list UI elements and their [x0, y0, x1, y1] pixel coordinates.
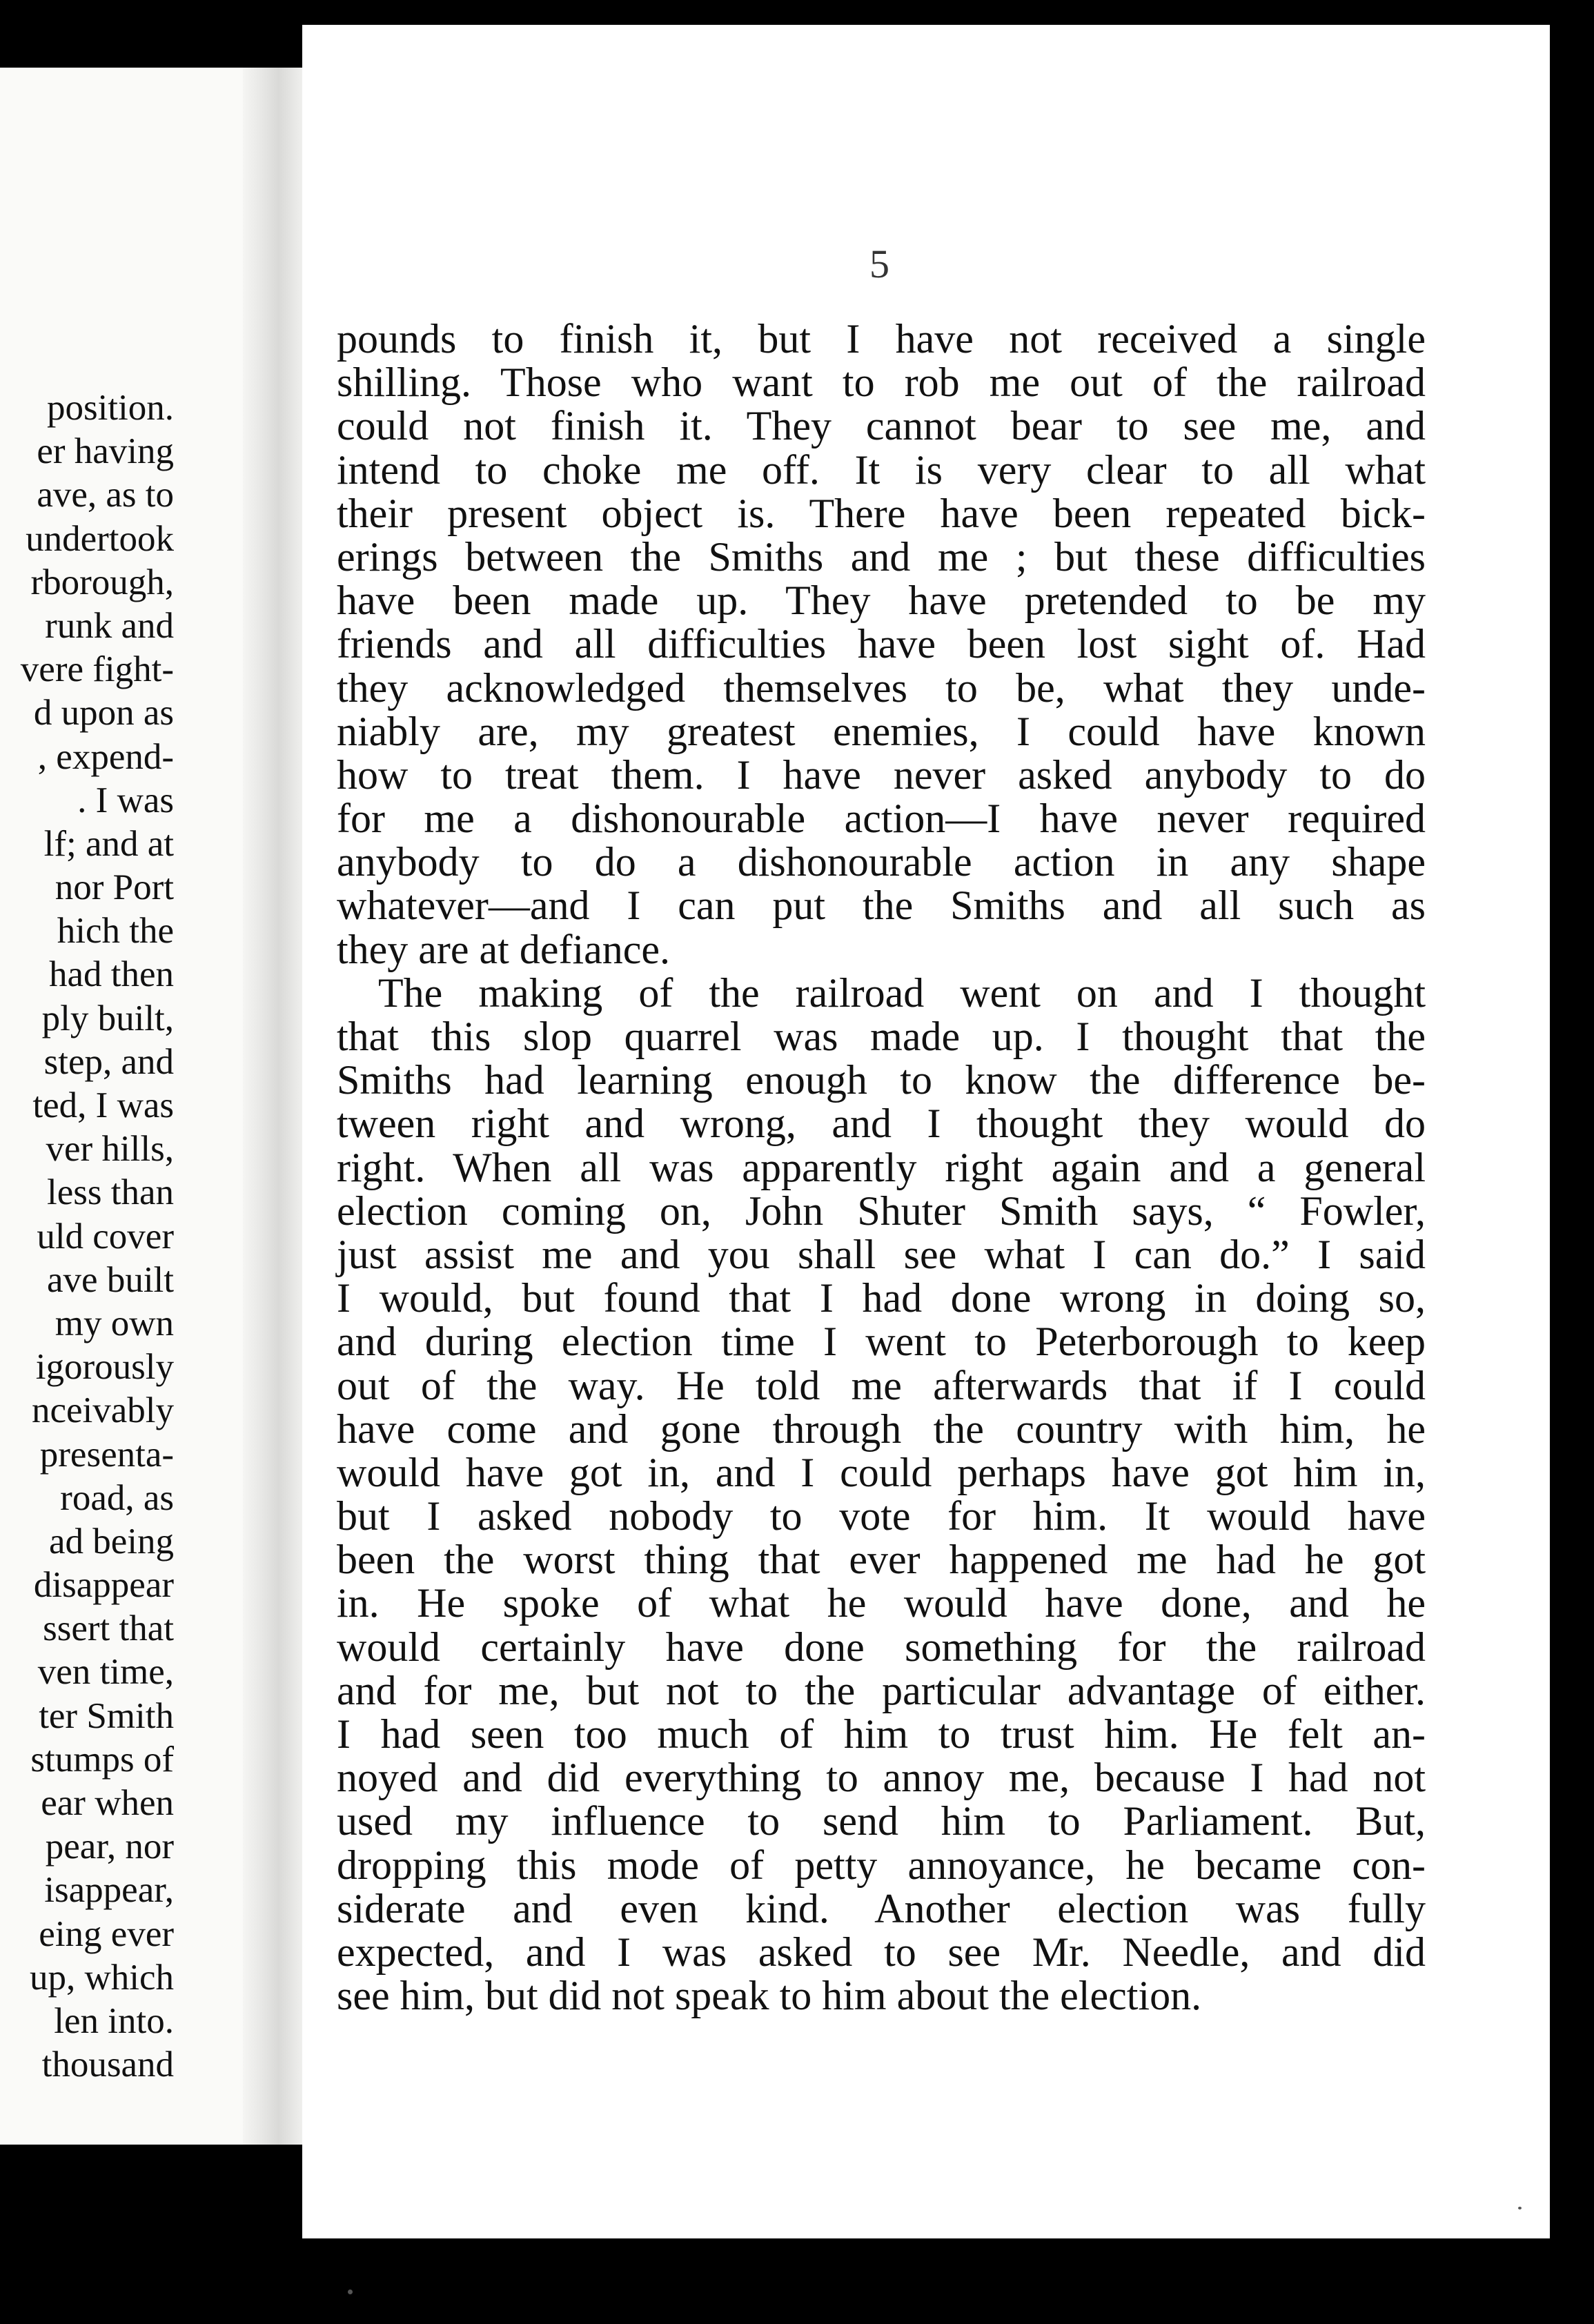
previous-page-line: uld cover — [37, 1216, 174, 1257]
text-line: shilling. Those who want to rob me out of the railroad — [337, 360, 1426, 406]
page-gutter — [243, 68, 302, 2145]
previous-page-line: thousand — [41, 2045, 174, 2085]
previous-page-text — [0, 386, 174, 2087]
previous-page-line: ted, I was — [32, 1085, 174, 1125]
previous-page-line: nor Port — [55, 867, 174, 908]
text-line: whatever—and I can put the Smiths and all such as — [337, 883, 1426, 929]
text-line: their present object is. There have been repeated bick- — [337, 490, 1426, 536]
page-number: 5 — [869, 242, 889, 286]
previous-page-line: ver hills, — [46, 1129, 174, 1170]
previous-page-line: undertook — [26, 518, 174, 559]
text-line: for me a dishonourable action—I have never required — [337, 796, 1426, 842]
text-line: siderate and even kind. Another election was fully — [337, 1885, 1426, 1931]
text-line: Smiths had learning enough to know the difference be- — [337, 1057, 1426, 1103]
text-line: but I asked nobody to vote for him. It would have — [337, 1493, 1426, 1539]
text-line: noyed and did everything to annoy me, because I had not — [337, 1755, 1426, 1801]
previous-page-line: ter Smith — [39, 1695, 174, 1736]
previous-page-line: runk and — [45, 605, 174, 646]
previous-page-line: ave, as to — [37, 475, 174, 515]
previous-page-line: rborough, — [30, 562, 174, 602]
text-line: expected, and I was asked to see Mr. Needle, and did — [337, 1929, 1426, 1975]
text-line: dropping this mode of petty annoyance, he became con- — [337, 1842, 1426, 1888]
text-line: that this slop quarrel was made up. I thought that the — [337, 1014, 1426, 1059]
text-line: just assist me and you shall see what I can do.” I said — [337, 1231, 1426, 1277]
previous-page-line: ave built — [47, 1259, 174, 1300]
previous-page-line: disappear — [33, 1565, 174, 1606]
text-line: right. When all was apparently right again and a general — [337, 1144, 1426, 1190]
text-line: would have got in, and I could perhaps have got him in, — [337, 1449, 1426, 1495]
text-line: out of the way. He told me afterwards that if I could — [337, 1362, 1426, 1408]
text-line: and during election time I went to Peterborough to keep — [337, 1319, 1426, 1365]
text-line: friends and all difficulties have been lost sight of. Had — [337, 621, 1426, 667]
text-line: anybody to do a dishonourable action in any shape — [337, 839, 1426, 885]
previous-page-line: had then — [48, 954, 174, 995]
text-line: intend to choke me off. It is very clear to all what — [337, 446, 1426, 493]
previous-page-line: d upon as — [33, 693, 174, 733]
previous-page-line: isappear, — [44, 1870, 174, 1911]
previous-page-line: . I was — [77, 780, 174, 820]
previous-page — [0, 68, 243, 2145]
previous-page-line: er having — [37, 431, 174, 472]
text-line: how to treat them. I have never asked anybody to do — [337, 751, 1426, 798]
previous-page-line: position. — [46, 388, 174, 428]
body-text — [337, 317, 1426, 2018]
text-line: pounds to finish it, but I have not received a single — [337, 316, 1426, 362]
previous-page-line: ven time, — [37, 1652, 174, 1693]
previous-page-line: presenta- — [39, 1434, 174, 1475]
text-line: election coming on, John Shuter Smith says, “ Fowler, — [337, 1188, 1426, 1234]
previous-page-line: hich the — [57, 911, 174, 952]
previous-page-line: step, and — [43, 1041, 174, 1082]
scan-speck — [1518, 2207, 1522, 2209]
previous-page-line: my own — [55, 1303, 174, 1343]
scan-speck — [348, 2289, 353, 2294]
previous-page-line: nceivably — [31, 1390, 174, 1431]
text-line: in. He spoke of what he would have done, and he — [337, 1580, 1426, 1626]
previous-page-line: road, as — [60, 1477, 174, 1518]
text-line: erings between the Smiths and me ; but these difficulties — [337, 533, 1426, 580]
text-line: they are at defiance. — [337, 926, 671, 972]
previous-page-line: len into. — [54, 2000, 174, 2041]
text-line: see him, but did not speak to him about the election. — [337, 1973, 1202, 2019]
text-line: tween right and wrong, and I thought they would do — [337, 1101, 1426, 1147]
text-line: niably are, my greatest enemies, I could have known — [337, 708, 1426, 754]
current-page — [302, 25, 1550, 2238]
previous-page-line: ear when — [41, 1783, 174, 1823]
previous-page-line: up, which — [29, 1957, 174, 1998]
previous-page-line: vere fight- — [20, 649, 174, 690]
previous-page-line: ssert that — [43, 1608, 174, 1649]
text-line: I would, but found that I had done wrong in doing so, — [337, 1275, 1426, 1321]
previous-page-line: ply built, — [41, 998, 174, 1038]
text-line: The making of the railroad went on and I thought — [378, 969, 1426, 1016]
previous-page-line: lf; and at — [43, 823, 174, 864]
text-line: would certainly have done something for the railroad — [337, 1624, 1426, 1670]
text-line: they acknowledged themselves to be, what they unde- — [337, 664, 1426, 711]
text-line: have been made up. They have pretended to be my — [337, 578, 1426, 624]
previous-page-line: igorously — [35, 1347, 174, 1388]
previous-page-line: , expend- — [37, 736, 174, 777]
previous-page-line: stumps of — [30, 1739, 174, 1780]
previous-page-line: pear, nor — [45, 1826, 174, 1867]
text-line: have come and gone through the country with him, he — [337, 1406, 1426, 1452]
previous-page-line: ad being — [48, 1521, 174, 1562]
text-line: could not finish it. They cannot bear to see me, and — [337, 403, 1426, 449]
previous-page-line: eing ever — [39, 1913, 174, 1954]
text-line: I had seen too much of him to trust him. He felt an- — [337, 1711, 1426, 1757]
text-line: been the worst thing that ever happened me had he got — [337, 1537, 1426, 1583]
text-line: and for me, but not to the particular advantage of either. — [337, 1667, 1426, 1713]
previous-page-line: less than — [47, 1172, 174, 1213]
text-line: used my influence to send him to Parliament. But, — [337, 1798, 1426, 1844]
